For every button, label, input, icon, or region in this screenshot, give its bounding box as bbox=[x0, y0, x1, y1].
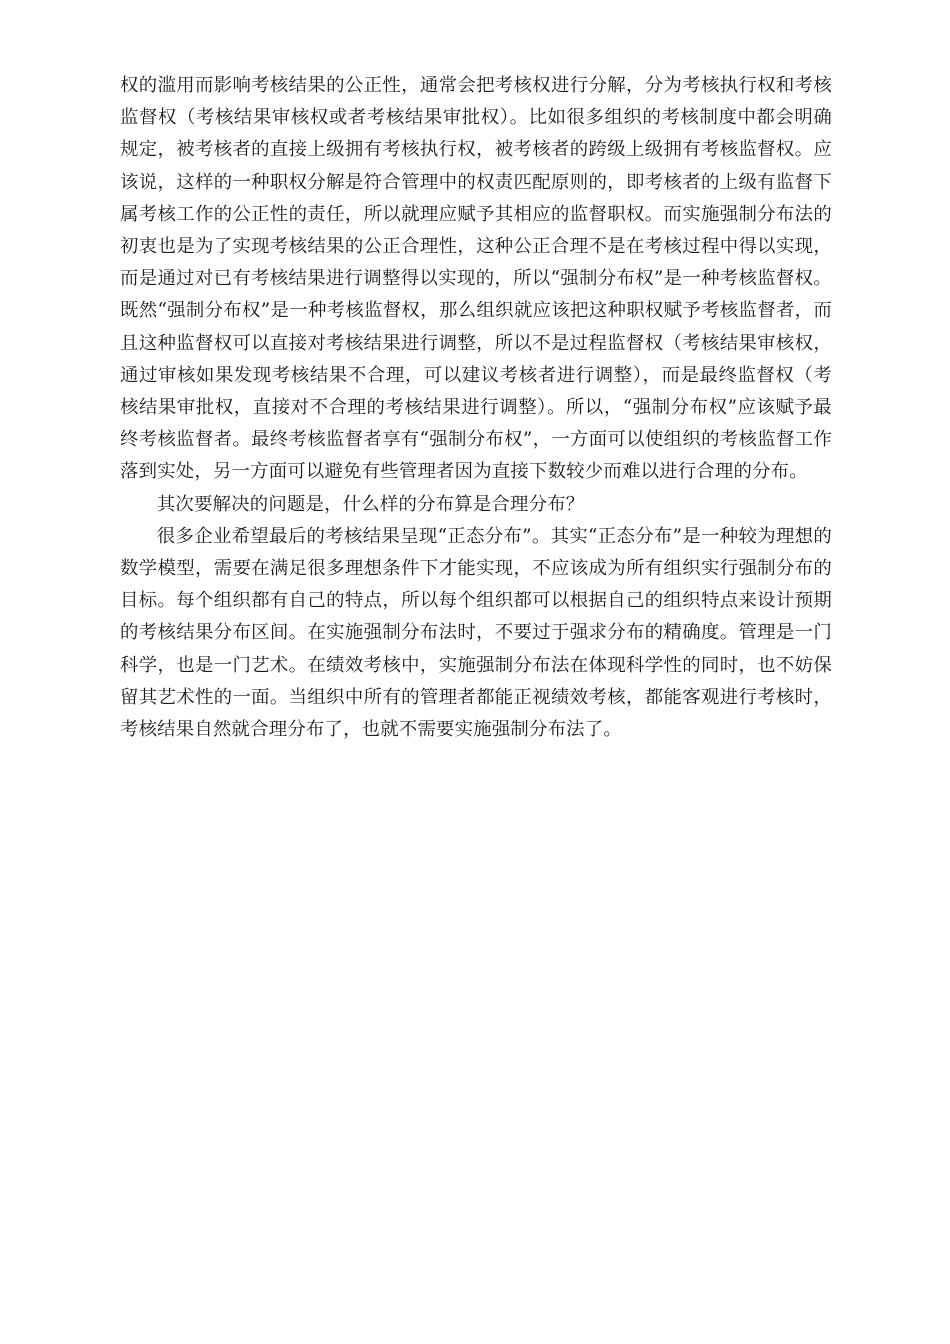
paragraph-distribution-rights: 权的滥用而影响考核结果的公正性，通常会把考核权进行分解，分为考核执行权和考核监督权（考核结果审核权或者考核结果审批权）。比如很多组织的考核制度中都会明确规定，被考核者的直接上级拥有考核执行权，被考核者的跨级上级拥有考核监督权。应该说，这样的一种职权分解是符合管理中的权责匹配原则的，即考核者的上级有监督下属考核工作的公正性的责任，所以就理应赋予其相应的监督职权。而实施强制分布法的初衷也是为了实现考核结果的公正合理性，这种公正合理不是在考核过程中得以实现，而是通过对已有考核结果进行调整得以实现的，所以“强制分布权”是一种考核监督权。既然“强制分布权”是一种考核监督权，那么组织就应该把这种职权赋予考核监督者，而且这种监督权可以直接对考核结果进行调整，所以不是过程监督权（考核结果审核权，通过审核如果发现考核结果不合理，可以建议考核者进行调整），而是最终监督权（考核结果审批权，直接对不合理的考核结果进行调整）。所以，“强制分布权”应该赋予最终考核监督者。最终考核监督者享有“强制分布权”，一方面可以使组织的考核监督工作落到实处，另一方面可以避免有些管理者因为直接下数较少而难以进行合理的分布。 bbox=[120, 75, 832, 483]
paragraph-question: 其次要解决的问题是，什么样的分布算是合理分布？ bbox=[156, 493, 585, 515]
paragraph-normal-distribution: 很多企业希望最后的考核结果呈现“正态分布”。其实“正态分布”是一种较为理想的数学模型，需要在满足很多理想条件下才能实现，不应该成为所有组织实行强制分布的目标。每个组织都有自己的特点，所以每个组织都可以根据自己的组织特点来设计预期的考核结果分布区间。在实施强制分布法时，不要过于强求分布的精确度。管理是一门科学，也是一门艺术。在绩效考核中，实施强制分布法在体现科学性的同时，也不妨保留其艺术性的一面。当组织中所有的管理者都能正视绩效考核，都能客观进行考核时，考核结果自然就合理分布了，也就不需要实施强制分布法了。 bbox=[120, 525, 832, 741]
document-page bbox=[120, 70, 832, 746]
